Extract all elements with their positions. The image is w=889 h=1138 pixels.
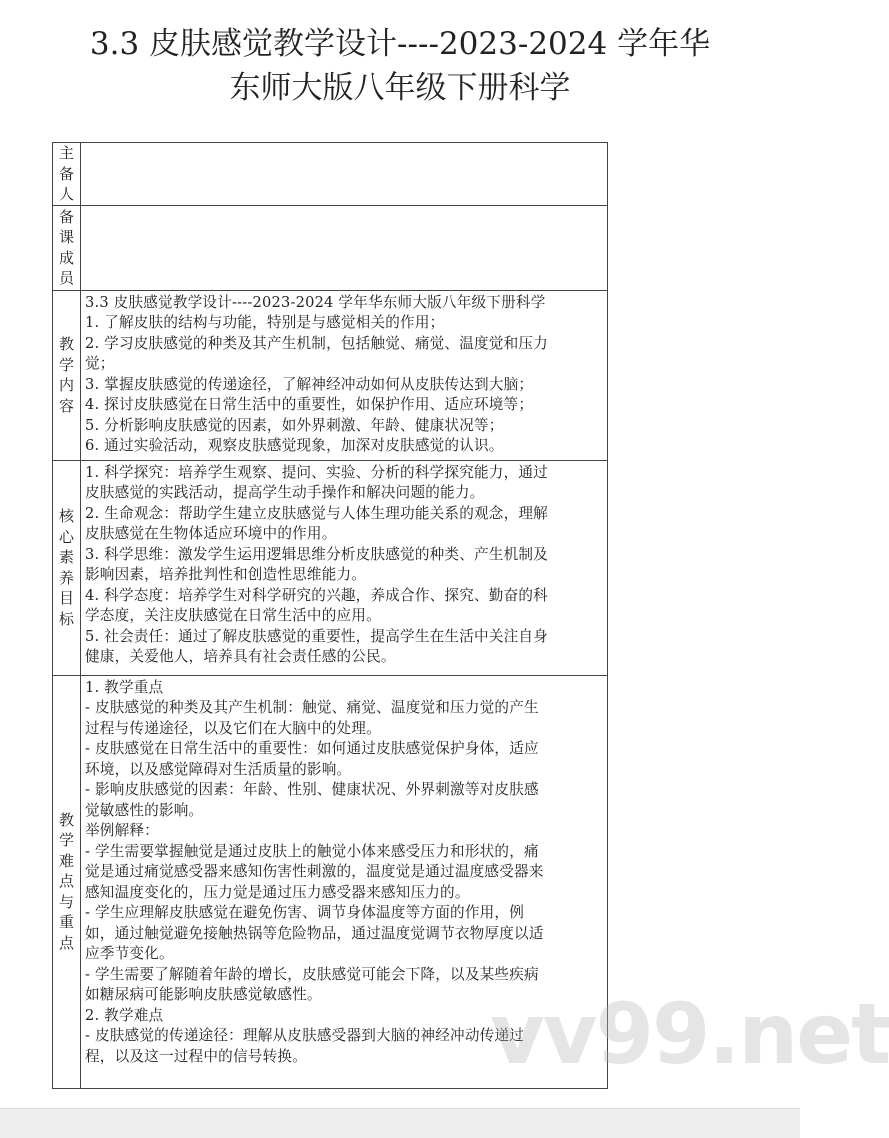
lesson-plan-table: [52, 142, 608, 1089]
content-line: 健康，关爱他人，培养具有社会责任感的公民。: [85, 648, 396, 665]
title-line: 3.3 皮肤感觉教学设计----2023-2024 学年华: [89, 26, 711, 62]
content-line: 2. 生命观念：帮助学生建立皮肤感觉与人体生理功能关系的观念，理解: [85, 504, 548, 522]
content-line: - 皮肤感觉在日常生活中的重要性：如何通过皮肤感觉保护身体，适应: [85, 740, 539, 757]
row-label: [53, 143, 81, 206]
content-line: - 学生需要掌握触觉是通过皮肤上的触觉小体来感受压力和形状的，痛: [85, 842, 539, 860]
content-line: - 皮肤感觉的种类及其产生机制：触觉、痛觉、温度觉和压力觉的产生: [85, 699, 539, 716]
content-line: 觉；: [85, 355, 115, 372]
content-line: 环境，以及感觉障碍对生活质量的影响。: [85, 760, 352, 778]
content-line: 1. 了解皮肤的结构与功能，特别是与感觉相关的作用；: [85, 314, 445, 331]
row-label-char: 标: [58, 609, 74, 628]
content-line: 4. 科学态度：培养学生对科学研究的兴趣，养成合作、探究、勤奋的科: [85, 586, 548, 604]
row-label-char: 重: [58, 913, 74, 932]
row-label-char: 学: [58, 831, 74, 850]
content-line: 学态度，关注皮肤感觉在日常生活中的应用。: [85, 607, 381, 624]
content-line: 3.3 皮肤感觉教学设计----2023-2024 学年华东师大版八年级下册科学: [85, 293, 546, 311]
content-line: 如糖尿病可能影响皮肤感觉敏感性。: [85, 986, 322, 1003]
content-line: 2. 学习皮肤感觉的种类及其产生机制，包括触觉、痛觉、温度觉和压力: [85, 334, 548, 352]
title-line: 东师大版八年级下册科学: [229, 70, 571, 106]
row-team-members: [53, 205, 608, 290]
content-line: 6. 通过实验活动，观察皮肤感觉现象，加深对皮肤感觉的认识。: [85, 437, 504, 454]
row-teaching-content: [53, 290, 608, 460]
row-content: [81, 143, 608, 206]
content-line: 程，以及这一过程中的信号转换。: [85, 1047, 307, 1065]
content-line: 1. 教学重点: [85, 678, 164, 696]
content-line: 影响因素，培养批判性和创造性思维能力。: [85, 566, 367, 583]
content-line: 应季节变化。: [85, 945, 174, 962]
content-line: 3. 掌握皮肤感觉的传递途径，了解神经冲动如何从皮肤传达到大脑；: [85, 375, 534, 393]
row-label-char: 难: [58, 851, 74, 870]
row-label-char: 与: [58, 892, 74, 911]
row-label: [53, 460, 81, 675]
row-label-char: 素: [58, 548, 74, 566]
content-line: 觉是通过痛觉感受器来感知伤害性刺激的，温度觉是通过温度感受器来: [85, 863, 544, 880]
content-line: 觉敏感性的影响。: [85, 801, 204, 819]
row-label-char: 成: [58, 248, 74, 267]
row-label-char: 养: [58, 568, 74, 587]
row-label-char: 内: [58, 376, 74, 394]
page-bottom-strip: [0, 1108, 800, 1138]
row-label: [53, 290, 81, 460]
row-label-char: 人: [58, 185, 74, 203]
row-label-char: 主备: [58, 144, 74, 183]
row-content: [81, 460, 608, 675]
content-line: 1. 科学探究：培养学生观察、提问、实验、分析的科学探究能力，通过: [85, 463, 548, 481]
row-label-char: 点: [58, 933, 74, 952]
row-label-char: 点: [58, 872, 74, 891]
content-line: 感知温度变化的，压力觉是通过压力感受器来感知压力的。: [85, 883, 470, 901]
content-line: 2. 教学难点: [85, 1006, 164, 1024]
content-line: 如，通过触觉避免接触热锅等危险物品，通过温度觉调节衣物厚度以适: [85, 924, 544, 942]
content-line: - 学生应理解皮肤感觉在避免伤害、调节身体温度等方面的作用，例: [85, 904, 524, 921]
row-label-char: 员: [58, 269, 74, 287]
content-line: 4. 探讨皮肤感觉在日常生活中的重要性，如保护作用、适应环境等；: [85, 396, 534, 413]
row-label: [53, 205, 81, 290]
content-line: 5. 社会责任：通过了解皮肤感觉的重要性，提高学生在生活中关注自身: [85, 627, 548, 645]
row-label-char: 核: [58, 507, 74, 525]
row-label-char: 心: [58, 527, 74, 546]
watermark: vv99.net: [490, 985, 889, 1083]
content-line: 过程与传递途径，以及它们在大脑中的处理。: [85, 719, 381, 737]
row-label-char: 目: [58, 589, 74, 607]
row-label-char: 学: [58, 355, 74, 374]
content-line: - 影响皮肤感觉的因素：年龄、性别、健康状况、外界刺激等对皮肤感: [85, 781, 539, 798]
row-content: [81, 290, 608, 460]
row-label-char: 教: [58, 810, 74, 829]
row-label-char: 备: [58, 207, 74, 226]
content-line: 5. 分析影响皮肤感觉的因素，如外界刺激、年龄、健康状况等；: [85, 416, 504, 434]
row-label-char: 课: [58, 228, 74, 246]
row-lead-preparer: [53, 143, 608, 206]
content-line: 皮肤感觉的实践活动，提高学生动手操作和解决问题的能力。: [85, 484, 485, 501]
document-title: [0, 22, 800, 110]
content-line: - 皮肤感觉的传递途径：理解从皮肤感受器到大脑的神经冲动传递过: [85, 1027, 524, 1044]
content-line: 皮肤感觉在生物体适应环境中的作用。: [85, 525, 337, 542]
row-label: [53, 675, 81, 1088]
content-line: 举例解释：: [85, 822, 159, 839]
row-content: [81, 205, 608, 290]
row-core-competencies: [53, 460, 608, 675]
row-label-char: 教: [58, 335, 74, 353]
content-line: 3. 科学思维：激发学生运用逻辑思维分析皮肤感觉的种类、产生机制及: [85, 545, 548, 563]
content-line: - 学生需要了解随着年龄的增长，皮肤感觉可能会下降，以及某些疾病: [85, 965, 539, 983]
row-label-char: 容: [58, 396, 74, 415]
